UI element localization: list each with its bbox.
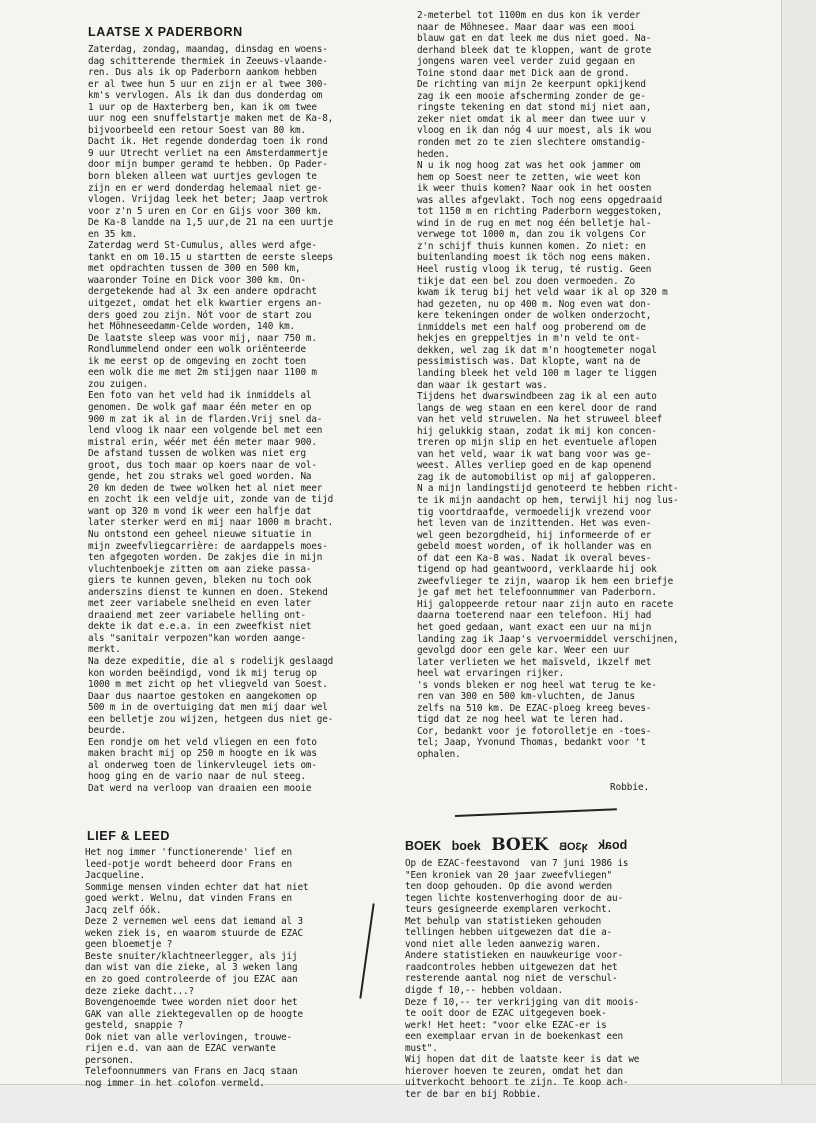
boek-title-part-4: ʞ3OB [558,841,588,853]
article-paderborn-column-right: 2-meterbel tot 1100m en dus kon ik verder naar de Möhnesee. Maar daar was een mooi blauw gat en dat leek me dus niet goed. Na- derhand bleek dat te kloppen, want de grote jongens waren veel verder zuid gegaan en Toine stond daar met Dick aan de grond. De richting van mijn 2e keerpunt opkijkend zag ik een mooie afscherming zonder de ge- ringste tekening en dat stond mij niet aan, zeker niet omdat ik al meer dan twee uur v vloog en ik dan nóg 4 uur moest, als ik wou ronden met zo te zien slechtere omstandig- heden. N u ik nog hoog zat was het ook jammer om hem op Soest neer te zetten, wie weet kon ik weer thuis komen? Naar ook in het oosten was alles afgevlakt. Toch nog eens opgedraaid tot 1150 m en richting Paderborn weggestoken, wind in de rug en met nog één belletje hal- verwege tot 1000 m, dan zou ik volgens Cor z'n schijf thuis kunnen komen. Zo niet: en buitenlanding moest ik töch nog eens maken. Heel rustig vloog ik terug, té rustig. Geen tikje dat een bel zou doen vermoeden. Zo kwam ik terug bij het veld waar ik al op 320 m had gezeten, nu op 400 m. Nog even wat don- kere tekeningen onder de wolken onderzocht, inmiddels met een half oog proberend om de hekjes en greppeltjes in m'n veld te ont- dekken, wel zag ik dat m'n hoogtemeter nogal pessimistisch was. Dat klopte, want na de landing bleek het veld 100 m lager te liggen dan waar ik gestart was. Tijdens het dwarswindbeen zag ik al een auto langs de weg staan en een kerel door de rand van het veld struwelen. Na het struweel bleef hij gelukkig staan, zodat ik mij kon concen- treren op mijn slip en het eventuele aflopen van het veld, waar ik wat bang voor was ge- weest. Alles verliep goed en de kap openend zag ik de automobilist op mij af galopperen. N a mijn landingstijd genoteerd te hebben richt- te ik mijn aandacht op hem, terwijl hij nog lus- tig voortdraafde, vermoedelijk vrezend voor het leven van de inzittenden. Het was even- wel geen bezorgdheid, hij informeerde of er gebeld moest worden, of ik hollander was en of dat een Ka-8 was. Nadat ik overal beves- tigend op had geantwoord, verklaarde hij ook zweefvlieger te zijn, waarop ik hem een briefje je gaf met het telefoonnummer van Paderborn. Hij galoppeerde retour naar zijn auto en racete daarna toeterend naar een telefoon. Hij had het goed gedaan, want exact een uur na mijn landing zag ik Jaap's vervoermiddel verschijnen, gevolgd door een gele kar. Weer een uur later verlieten we het maïsveld, ikzelf met heel wat ervaringen rijker. 's vonds bleken er nog heel wat terug te ke- ren van 300 en 500 km-vluchten, de Janus zelfs na 510 km. De EZAC-ploeg kreeg beves- tigd dat ze nog heel wat te leren had. Cor, bedankt voor je fotorolletje en -toes- tel; Jaap, Yvonund Thomas, bedankt voor 't ophalen. [417,10,679,760]
article-lief-leed-body: Het nog immer 'functionerende' lief en leed-potje wordt beheerd door Frans en Jacqueline. Sommige mensen vinden echter dat hat niet goed werkt. Welnu, dat vinden Frans en Jacq zelf óók. Deze 2 vernemen wel eens dat iemand al 3 weken ziek is, en waarom stuurde de EZAC geen bloemetje ? Beste snuiter/klachtneerlegger, als jij dan wist van die zieke, al 3 weken lang en zo goed controleerde of jou EZAC aan deze zieke dacht...? Bovengenoemde twee worden niet door het GAK van alle ziektegevallen op de hoogte gesteld, snappie ? Ook niet van alle verlovingen, trouwe- rijen e.d. van aan de EZAC verwante personen. Telefoonnummers van Frans en Jacq staan nog immer in het colofon vermeld. [85,847,309,1089]
hand-drawn-divider [455,808,617,817]
article-signature: Robbie. [610,782,650,793]
page-edge-right [781,0,816,1085]
article-title-paderborn: LAATSE X PADERBORN [88,25,243,39]
boek-title-part-1: BOEK [405,839,442,853]
boek-title-part-2: boek [451,839,481,853]
boek-title-part-5: ʞɐoq [598,839,628,853]
article-title-lief-leed: LIEF & LEED [87,829,170,843]
boek-title-part-3: BOEK [491,835,549,855]
article-title-boek [405,835,633,855]
hand-drawn-vertical-divider [359,903,374,998]
article-paderborn-column-left: Zaterdag, zondag, maandag, dinsdag en woens- dag schitterende thermiek in Zeeuws-vlaande- ren. Dus als ik op Paderborn aankom hebben er al twee hun 5 uur en zijn er al twee 300- km's vervlogen. Als ik dan dus donderdag om 1 uur op de Haxterberg ben, kan ik om twee uur nog een snuffelstartje maken met de Ka-8, bijvoorbeeld een retour Soest van 80 km. Dacht ik. Het regende donderdag toen ik rond 9 uur Utrecht verliet na een Amsterdammertje door mijn bumper geramd te hebben. Op Pader- born bleken alleen wat uurtjes gevlogen te zijn en er werd donderdag helemaal niet ge- vlogen. Vrijdag leek het beter; Jaap vertrok voor z'n 5 uren en Cor en Gijs voor 300 km. De Ka-8 landde na 1,5 uur,de 21 na een uurtje en 35 km. Zaterdag werd St-Cumulus, alles werd afge- tankt en om 10.15 u startten de eerste sleeps met opdrachten tussen de 300 en 500 km, waaronder Toine en Dick voor 300 km. On- dergetekende had al 3x een andere opdracht uitgezet, omdat het elk kwartier ergens an- ders goed zou zijn. Nót voor de start zou het Möhneseedamm-Celde worden, 140 km. De laatste sleep was voor mij, naar 750 m. Rondlummelend onder een wolk oriënteerde ik me eerst op de omgeving en zocht toen een wolk die me met 2m stijgen naar 1100 m zou zuigen. Een foto van het veld had ik inmiddels al genomen. De wolk gaf maar één meter en op 900 m zat ik al in de flarden.Vrij snel da- lend vloog ik naar een volgende bel met een mistral erin, wéér met één meter maar 900. De afstand tussen de wolken was niet erg groot, dus toch maar op koers naar de vol- gende, het zou straks wel goed worden. Na 20 km deden de twee wolken het al niet meer en zocht ik een veldje uit, zonde van de tijd want op 320 m vond ik weer een halfje dat later sterker werd en mij naar 1000 m bracht. Nu ontstond een geheel nieuwe situatie in mijn zweefvliegcarrière: de aardappels moes- ten afgegoten worden. De zakjes die in mijn vluchtenboekje zitten om aan zieke passa- giers te kunnen geven, bleken nu toch ook anderszins dienst te kunnen en doen. Stekend met zeer variabele snelheid en even later draaiend met zeer variabele helling ont- dekte ik dat e.e.a. in een zweefkist niet als "sanitair verpozen"kan worden aange- merkt. Na deze expeditie, die al s rodelijk geslaagd kon worden beëindigd, vond ik mij terug op 1000 m met zicht op het vliegveld van Soest. Daar dus naartoe gestoken en aangekomen op 500 m in de overtuiging dat men mij daar wel een belletje zou wijzen, hetgeen dus niet ge- beurde. Een rondje om het veld vliegen en een foto maken bracht mij op 250 m hoogte en ik was al onderweg toen de linkervleugel iets om- hoog ging en de vario naar de nul steeg. Dat werd na verloop van draaien een mooie [88,44,334,794]
article-boek-body: Op de EZAC-feestavond van 7 juni 1986 is "Een kroniek van 20 jaar zweefvliegen" ten doop gehouden. Op die avond werden tegen lichte kostenverhoging door de au- teurs gesigneerde exemplaren verkocht. Met behulp van statistieken gehouden tellingen hebben uitgewezen dat die a- vond niet alle leden aanwezig waren. Andere statistieken en nauwkeurige voor- raadcontroles hebben uitgewezen dat het resterende aantal nog niet de verschul- digde f 10,-- hebben voldaan. Deze f 10,-- ter verkrijging van dit moois- te ooit door de EZAC uitgegeven boek- werk! Het heet: "voor elke EZAC-er is een exemplaar ervan in de boekenkast een must". Wij hopen dat dit de laatste keer is dat we hierover hoeven te zeuren, omdat het dan uitverkocht behoort te zijn. Te koop ach- ter de bar en bij Robbie. [405,858,640,1100]
